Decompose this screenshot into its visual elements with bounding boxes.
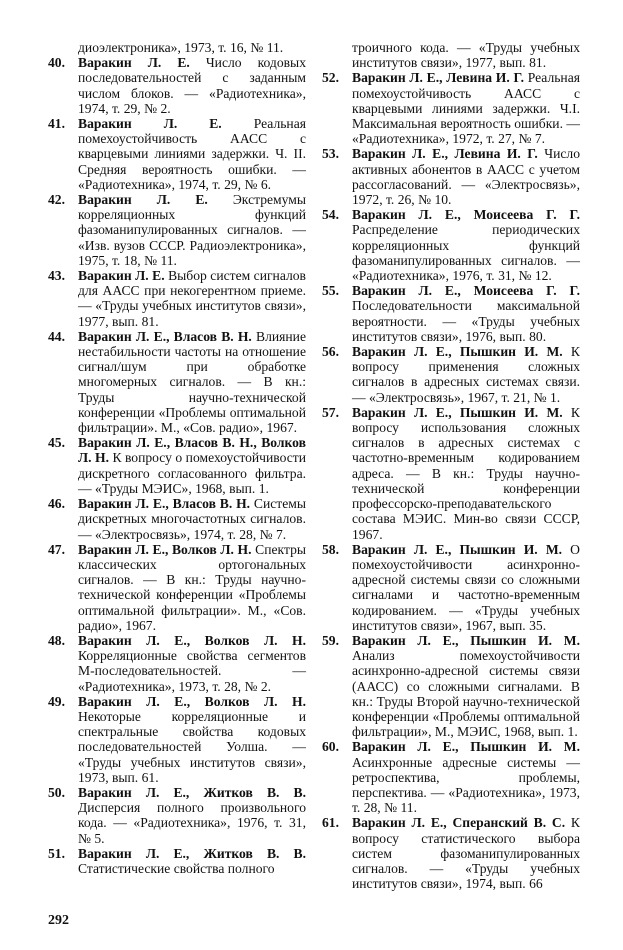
reference-text: Анализ помехоустойчивости асинхронно-адресной системы связи (ААСС) со сложными сигналами. В кн.: Труды Второй научно-технической конференции «Проблемы оптимальной фильтрации», М., МЭИС, 1968, вып. 1. (352, 648, 580, 740)
reference-entry (322, 815, 580, 891)
reference-entry (48, 633, 306, 694)
reference-entry (48, 542, 306, 633)
reference-entry (322, 633, 580, 739)
reference-author: Варакин Л. Е., Пышкин И. М. (352, 344, 563, 360)
reference-entry (322, 542, 580, 633)
reference-entry (48, 268, 306, 329)
reference-number: 44. (48, 328, 65, 344)
reference-number: 59. (322, 632, 339, 648)
reference-entry (48, 694, 306, 785)
reference-author: Варакин Л. Е., Власов В. Н. (78, 328, 252, 344)
reference-number: 46. (48, 496, 65, 512)
reference-text: К вопросу о помехоустойчивости дискретного согласованного фильтра. — «Труды МЭИС», 1968, вып. 1. (78, 450, 306, 496)
reference-entry (322, 207, 580, 283)
reference-entry (322, 146, 580, 207)
reference-number: 42. (48, 192, 65, 208)
reference-author: Варакин Л. Е., Волков Л. Н. (78, 632, 306, 648)
reference-number: 55. (322, 283, 339, 299)
reference-author: Варакин Л. Е., Пышкин И. М. (352, 541, 563, 557)
reference-text: О помехоустойчивости асинхронно-адресной системы связи со сложными сигналами и частотно-временным кодированием. — «Труды учебных институтов связи», 1967, вып. 35. (352, 541, 580, 633)
reference-author: Варакин Л. Е., Власов В. Н. (78, 496, 251, 512)
reference-entry (48, 496, 306, 542)
reference-number: 40. (48, 55, 65, 71)
reference-text: Число активных абонентов в ААСС с учетом рассогласований. — «Электросвязь», 1972, т. 26, № 10. (352, 146, 580, 208)
reference-number: 56. (322, 344, 339, 360)
reference-entry (48, 329, 306, 435)
reference-text: Влияние нестабильности частоты на отношение сигнал/шум при обработке многомерных сигналов. — В кн.: Труды научно-технической конференции «Проблемы оптимальной фильтрации». М., «Сов. радио», 1967. (78, 328, 306, 436)
reference-number: 47. (48, 541, 65, 557)
reference-author: Варакин Л. Е., Волков Л. Н. (78, 541, 252, 557)
reference-text: Корреляционные свойства сегментов М-последовательностей. — «Радиотехника», 1973, т. 28, № 2. (78, 648, 306, 694)
reference-entry (48, 40, 306, 55)
reference-entry (48, 846, 306, 876)
reference-author: Варакин Л. Е., Житков В. В. (78, 845, 306, 861)
reference-text: Выбор систем сигналов для ААСС при некогерентном приеме. — «Труды учебных институтов связи», 1977, вып. 81. (78, 268, 306, 329)
reference-entry (322, 40, 580, 70)
reference-text: Статистические свойства полного (78, 860, 275, 876)
reference-text: Последовательности максимальной вероятности. — «Труды учебных институтов связи», 1976, вып. 80. (352, 298, 580, 344)
page-number: 292 (48, 913, 69, 928)
reference-text: Реальная помехоустойчивость ААСС с кварцевыми линиями задержки. Ч. II. Средняя вероятность ошибки. — «Радиотехника», 1974, т. 29, № 6. (78, 116, 306, 192)
reference-author: Варакин Л. Е., Левина И. Г. (352, 146, 538, 162)
reference-number: 61. (322, 815, 339, 831)
reference-text: диоэлектроника», 1973, т. 16, № 11. (78, 40, 284, 55)
reference-text: К вопросу статистического выбора систем фазоманипулированных сигналов. — «Труды учебных институтов связи», 1974, вып. 66 (352, 815, 580, 892)
reference-text: Экстремумы корреляционных функций фазоманипулированных сигналов. — «Изв. вузов СССР. Радиоэлектроника», 1975, т. 18, № 11. (78, 192, 306, 268)
reference-author: Варакин Л. Е., Левина И. Г. (352, 70, 524, 86)
reference-number: 51. (48, 845, 65, 861)
reference-author: Варакин Л. Е., Пышкин И. М. (352, 739, 580, 755)
reference-author: Варакин Л. Е., Пышкин И. М. (352, 632, 580, 648)
reference-number: 53. (322, 146, 339, 162)
reference-number: 54. (322, 207, 339, 223)
reference-number: 49. (48, 693, 65, 709)
reference-number: 48. (48, 632, 65, 648)
reference-author: Варакин Л. Е., Власов В. Н., Волков Л. Н. (78, 435, 306, 466)
reference-text: Дисперсия полного произвольного кода. — «Радиотехника», 1976, т. 31, № 5. (78, 800, 306, 846)
reference-number: 43. (48, 268, 65, 284)
reference-entry (322, 405, 580, 542)
reference-author: Варакин Л. Е., Житков В. В. (78, 784, 306, 800)
reference-author: Варакин Л. Е. (78, 268, 165, 284)
reference-entry (322, 344, 580, 405)
reference-number: 58. (322, 541, 339, 557)
reference-entry (48, 785, 306, 846)
reference-text: Некоторые корреляционные и спектральные свойства кодовых последовательностей Уолша. — «Труды учебных институтов связи», 1973, вып. 61. (78, 708, 306, 785)
reference-number: 45. (48, 435, 65, 451)
reference-text: Реальная помехоустойчивость ААСС с кварцевыми линиями задержки. Ч.I. Максимальная вероятность ошибки. — «Радиотехника», 1972, т. 27, № 7. (352, 70, 580, 147)
reference-entry (48, 435, 306, 496)
reference-author: Варакин Л. Е., Моисеева Г. Г. (352, 207, 580, 223)
reference-author: Варакин Л. Е., Пышкин И. М. (352, 404, 563, 420)
reference-number: 50. (48, 784, 65, 800)
reference-entry (48, 192, 306, 268)
reference-text: Число кодовых последовательностей с заданным числом блоков. — «Радиотехника», 1974, т. 29, № 2. (78, 55, 306, 116)
reference-entry (322, 70, 580, 146)
reference-author: Варакин Л. Е., Волков Л. Н. (78, 693, 306, 709)
reference-entry (322, 283, 580, 344)
reference-number: 60. (322, 739, 339, 755)
reference-text: Асинхронные адресные системы — ретроспектива, проблемы, перспектива. — «Радиотехника», 1973, т. 28, № 11. (352, 754, 580, 816)
reference-number: 57. (322, 404, 339, 420)
reference-author: Варакин Л. Е. (78, 192, 208, 208)
left-column (48, 40, 306, 876)
reference-author: Варакин Л. Е., Сперанский В. С. (352, 815, 566, 831)
reference-number: 41. (48, 116, 65, 132)
reference-text: К вопросу применения сложных сигналов в адресных системах связи. — «Электросвязь», 1967, т. 21, № 1. (352, 344, 580, 405)
reference-author: Варакин Л. Е., Моисеева Г. Г. (352, 283, 580, 299)
reference-entry (322, 739, 580, 815)
right-column (322, 40, 580, 891)
reference-entry (48, 116, 306, 192)
reference-text: Системы дискретных многочастотных сигналов. — «Электросвязь», 1974, т. 28, № 7. (78, 496, 306, 542)
reference-text: Распределение периодических корреляционных функций фазоманипулированных сигналов. — «Радиотехника», 1976, т. 31, № 12. (352, 222, 580, 284)
reference-entry (48, 55, 306, 116)
reference-author: Варакин Л. Е. (78, 55, 190, 71)
reference-text: Спектры классических ортогональных сигналов. — В кн.: Труды научно-технической конференции «Проблемы оптимальной фильтрации». М., «Сов. радио», 1967. (78, 541, 306, 633)
reference-text: К вопросу использования сложных сигналов в адресных системах с частотно-временным кодированием адреса. — В кн.: Труды научно-технической конференции профессорско-преподавательского состава МЭИС. Мин-во связи СССР, 1967. (352, 404, 580, 542)
reference-number: 52. (322, 70, 339, 86)
reference-author: Варакин Л. Е. (78, 116, 222, 132)
reference-text: троичного кода. — «Труды учебных институтов связи», 1977, вып. 81. (352, 40, 580, 71)
